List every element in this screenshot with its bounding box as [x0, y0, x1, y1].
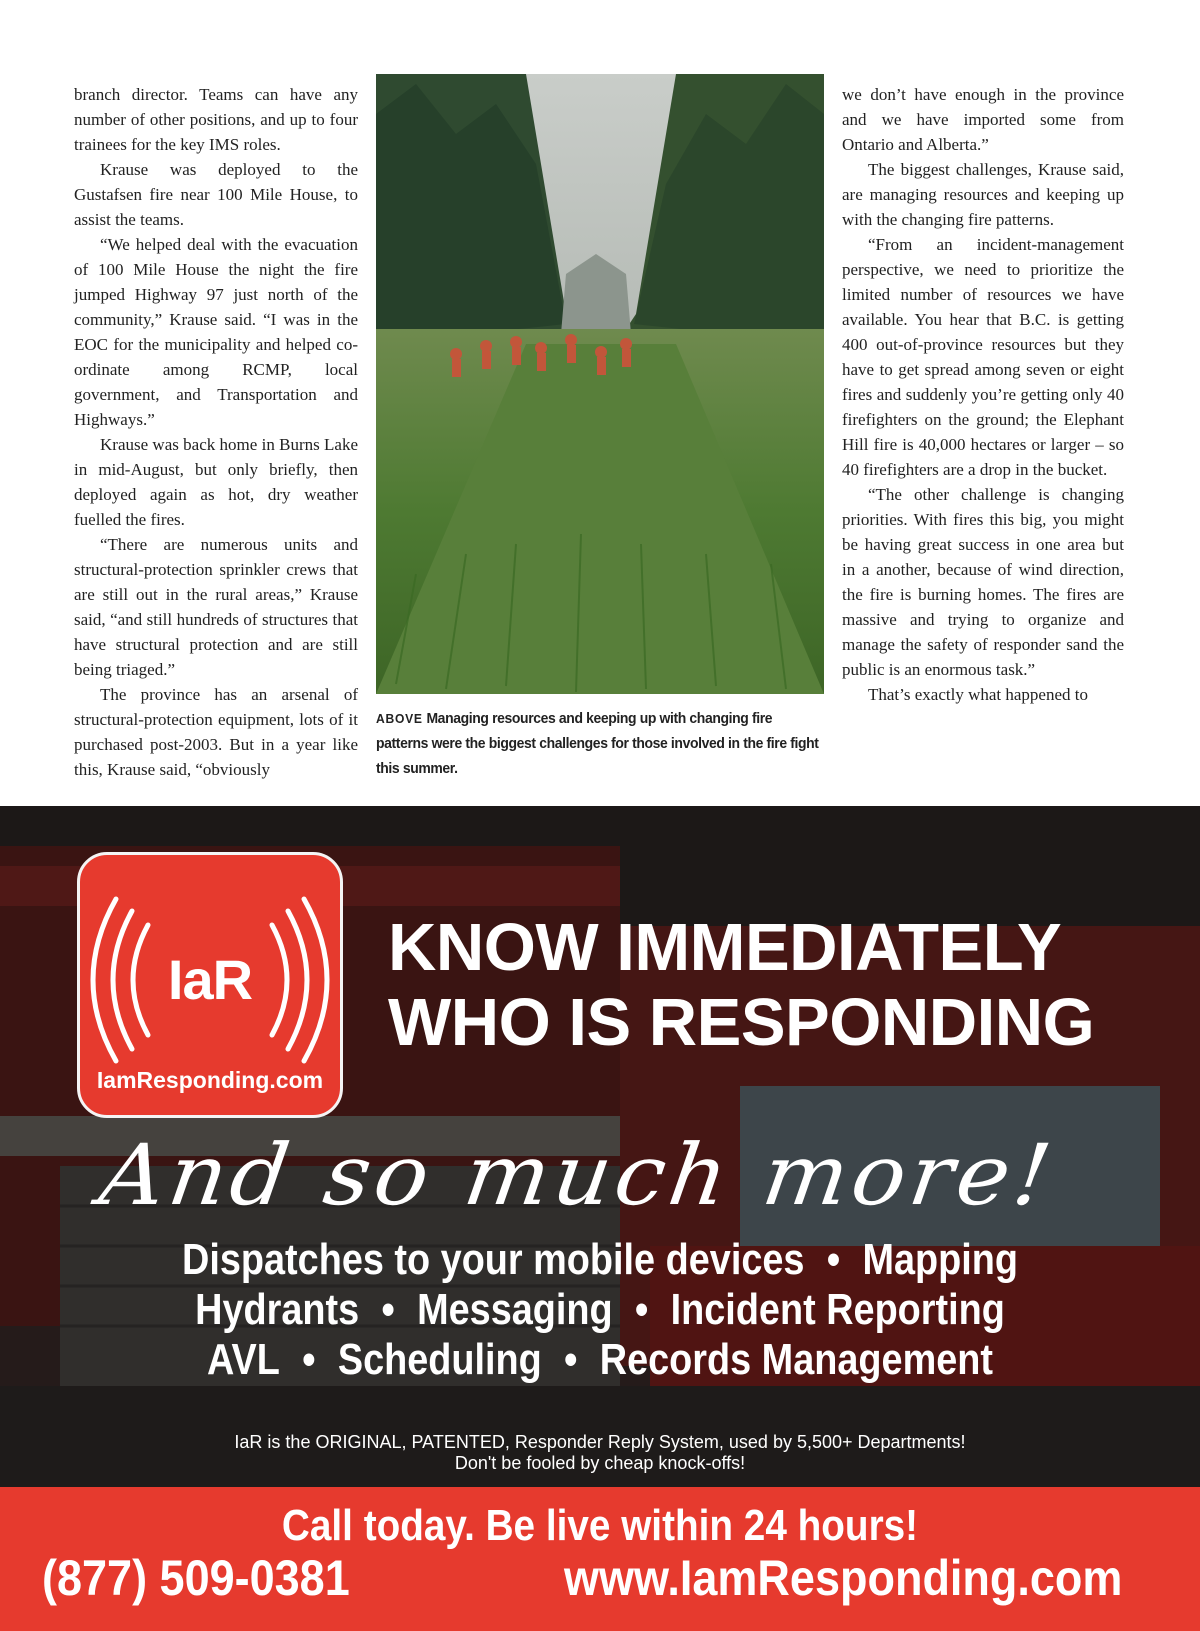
iar-advertisement [0, 806, 1200, 1631]
forest-firefighters-photo [376, 74, 824, 694]
caption-label: ABOVE [376, 711, 423, 726]
tagline-line-2: Don't be fooled by cheap knock-offs! [454, 1453, 746, 1473]
tagline-line-1: IaR is the ORIGINAL, PATENTED, Responder Reply System, used by 5,500+ Departments! [234, 1432, 966, 1452]
feature-row: Hydrants • Messaging • Incident Reporting [195, 1285, 1005, 1334]
article-paragraph: “We helped deal with the evacuation of 100 Mile House the night the fire jumped Highway 97 just north of the community,” Krause said. “I was in the EOC for the municipality and helped co-ordinate among RCMP, local government, and Transportation and Highways.” [74, 235, 358, 429]
article-paragraph: Krause was deployed to the Gustafsen fire near 100 Mile House, to assist the teams. [74, 160, 358, 229]
feature-row: AVL • Scheduling • Records Management [207, 1335, 993, 1384]
caption-text: Managing resources and keeping up with changing fire patterns were the biggest challenges for those involved in the fire fight this summer. [376, 710, 819, 777]
feature-item: Dispatches to your mobile devices [182, 1235, 805, 1284]
photo-caption [376, 706, 822, 781]
call-to-action-bar [0, 1487, 1200, 1631]
feature-item: AVL [207, 1335, 280, 1384]
article-paragraph: branch director. Teams can have any number of other positions, and up to four trainees for the key IMS roles. [74, 85, 358, 154]
iar-logo [77, 852, 343, 1118]
phone-number[interactable]: (877) 509-0381 [42, 1550, 350, 1606]
feature-row: Dispatches to your mobile devices • Mapping [182, 1235, 1018, 1284]
headline-line-2: WHO IS RESPONDING [388, 985, 1095, 1060]
article-column-left [74, 82, 358, 782]
article-paragraph: “There are numerous units and structural-protection sprinkler crews that are still out in the rural areas,” Krause said, “and still hundreds of structures that have structural protection and are still being triaged.” [74, 535, 358, 679]
feature-item: Messaging [417, 1285, 613, 1334]
ad-headline [388, 910, 1094, 1060]
feature-item: Mapping [862, 1235, 1018, 1284]
photo-illustration [376, 74, 824, 694]
logo-url-text: IamResponding.com [96, 1067, 324, 1093]
website-link[interactable]: www.IamResponding.com [563, 1550, 1122, 1606]
article-page [0, 0, 1200, 790]
article-paragraph: That’s exactly what happened to [868, 685, 1088, 704]
logo-mark-text: IaR [167, 948, 253, 1011]
headline-line-1: KNOW IMMEDIATELY [388, 910, 1062, 985]
feature-item: Scheduling [337, 1335, 542, 1384]
feature-item: Hydrants [195, 1285, 360, 1334]
article-paragraph: “From an incident-management perspective, we need to prioritize the limited number of resources we have available. You hear that B.C. is getting 400 out-of-province resources but they have to get spread among seven or eight fires and suddenly you’re getting only 40 firefighters on the ground; the Elephant Hill fire is 40,000 hectares or larger – so 40 firefighters are a drop in the bucket. [842, 235, 1124, 479]
article-paragraph: Krause was back home in Burns Lake in mid-August, but only briefly, then deployed again as hot, dry weather fuelled the fires. [74, 435, 358, 529]
ad-script-line: And so much more! [94, 1126, 1062, 1224]
feature-item: Incident Reporting [670, 1285, 1005, 1334]
article-column-right [842, 82, 1124, 707]
cta-headline: Call today. Be live within 24 hours! [281, 1501, 919, 1550]
ad-tagline [0, 1432, 1200, 1474]
feature-item: Records Management [599, 1335, 993, 1384]
article-paragraph: The biggest challenges, Krause said, are managing resources and keeping up with the changing fire patterns. [842, 160, 1124, 229]
article-paragraph: The province has an arsenal of structural-protection equipment, lots of it purchased post-2003. But in a year like this, Krause said, “obviously [74, 685, 358, 779]
article-paragraph: “The other challenge is changing priorities. With fires this big, you might be having great success in one area but in a another, because of wind direction, the fire is burning homes. The fires are massive and trying to organize and manage the safety of responder sand the public is an enormous task.” [842, 485, 1124, 679]
article-paragraph: we don’t have enough in the province and we have imported some from Ontario and Alberta.” [842, 85, 1124, 154]
